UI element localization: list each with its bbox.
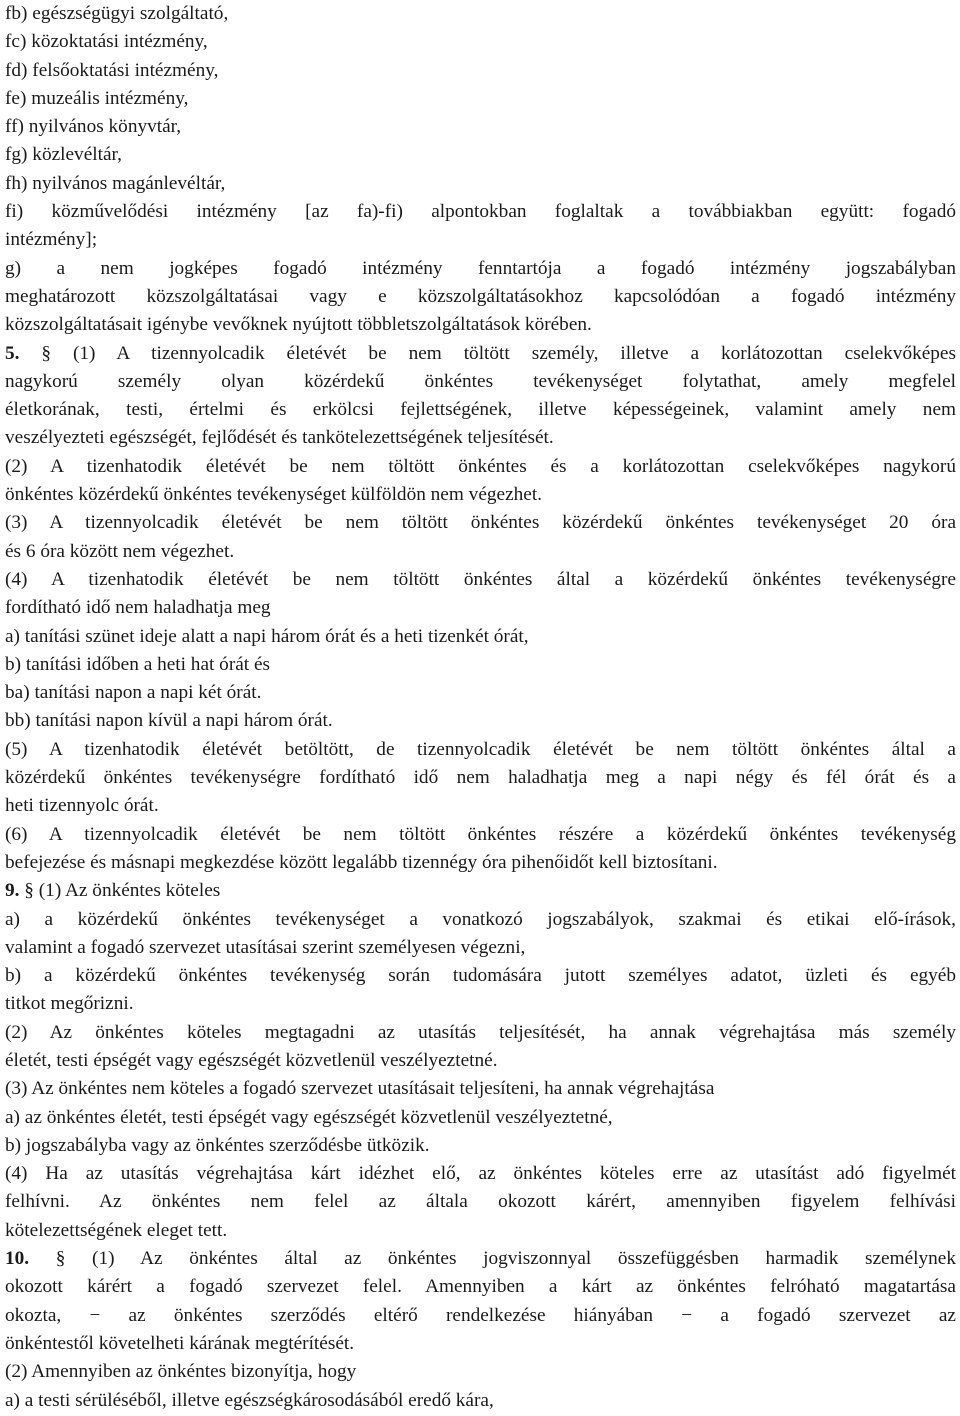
line-text: kötelezettségének eleget tett.: [5, 1219, 228, 1241]
line-text: fi) közművelődési intézmény [az fa)-fi) alpontokban foglaltak a továbbiakban együtt: fogadó: [5, 201, 956, 223]
text-line: [5, 1217, 956, 1245]
line-text: a) a testi sérüléséből, illetve egészségkárosodásából eredő kára,: [5, 1389, 494, 1411]
text-line: [5, 566, 956, 594]
text-line: [5, 736, 956, 764]
text-line: [5, 594, 956, 622]
text-line: [5, 113, 956, 141]
line-text: titkot megőrizni.: [5, 993, 134, 1015]
line-text: önkéntestől követelheti kárának megtérítését.: [5, 1332, 355, 1354]
text-line: [5, 311, 956, 339]
section-number: 10.: [5, 1248, 30, 1270]
line-text: (3) Az önkéntes nem köteles a fogadó szervezet utasításait teljesíteni, ha annak végrehajtása: [5, 1078, 715, 1100]
text-line: [5, 170, 956, 198]
line-text: a) tanítási szünet ideje alatt a napi három órát és a heti tizenkét órát,: [5, 625, 529, 647]
text-line: [5, 1245, 956, 1273]
text-line: [5, 1358, 956, 1386]
line-text: okozott kárért a fogadó szervezet felel. Amennyiben a kárt az önkéntes felróható magatartása: [5, 1276, 956, 1298]
line-text: befejezése és másnapi megkezdése között legalább tizennégy óra pihenőidőt kell biztosítani.: [5, 851, 718, 873]
line-text: fordítható idő nem haladhatja meg: [5, 597, 271, 619]
line-text: ff) nyilvános könyvtár,: [5, 116, 182, 138]
line-text: g) a nem jogképes fogadó intézmény fenntartója a fogadó intézmény jogszabályban: [5, 257, 956, 279]
line-text: a) a közérdekű önkéntes tevékenységet a vonatkozó jogszabályok, szakmai és etikai elő-írások,: [5, 908, 956, 930]
line-text: fd) felsőoktatási intézmény,: [5, 59, 219, 81]
line-text: közérdekű önkéntes tevékenységre fordítható idő nem haladhatja meg a napi négy és fél órát és a: [5, 767, 956, 789]
line-text: közszolgáltatásait igénybe vevőknek nyújtott többletszolgáltatások körében.: [5, 314, 592, 336]
line-text: valamint a fogadó szervezet utasításai szerint személyesen végezni,: [5, 936, 526, 958]
line-text: b) jogszabályba vagy az önkéntes szerződésbe ütközik.: [5, 1134, 430, 1156]
line-text: (5) A tizenhatodik életévét betöltött, de tizennyolcadik életévét be nem töltött önkéntes által a: [5, 738, 956, 760]
text-line: [5, 340, 956, 368]
line-text: (2) Az önkéntes köteles megtagadni az utasítás teljesítését, ha annak végrehajtása más személy: [5, 1021, 956, 1043]
text-line: [5, 1273, 956, 1301]
line-text: fc) közoktatási intézmény,: [5, 31, 208, 53]
section-number: 5.: [5, 342, 20, 364]
text-line: [5, 906, 956, 934]
text-line: [5, 1188, 956, 1216]
line-text: fh) nyilvános magánlevéltár,: [5, 172, 226, 194]
text-line: [5, 1132, 956, 1160]
text-line: [5, 764, 956, 792]
line-text: (2) A tizenhatodik életévét be nem töltött önkéntes és a korlátozottan cselekvőképes nagykorú: [5, 455, 956, 477]
text-line: [5, 226, 956, 254]
line-text: intézmény];: [5, 229, 98, 251]
text-line: [5, 1075, 956, 1103]
text-line: [5, 255, 956, 283]
text-line: [5, 396, 956, 424]
line-text: meghatározott közszolgáltatásai vagy e közszolgáltatásokhoz kapcsolódóan a fogadó intézmény: [5, 285, 956, 307]
line-text: ba) tanítási napon a napi két órát.: [5, 682, 262, 704]
text-line: [5, 1047, 956, 1075]
line-text: b) tanítási időben a heti hat órát és: [5, 653, 271, 675]
text-line: [5, 453, 956, 481]
text-line: [5, 0, 956, 28]
line-text: nagykorú személy olyan közérdekű önkéntes tevékenységet folytathat, amely megfelel: [5, 370, 956, 392]
section-sign: §: [24, 880, 34, 902]
text-line: [5, 821, 956, 849]
text-line: [5, 651, 956, 679]
text-line: [5, 28, 956, 56]
line-text: heti tizennyolc órát.: [5, 795, 159, 817]
section-number: 9.: [5, 880, 20, 902]
text-line: [5, 877, 956, 905]
line-text: és 6 óra között nem végezhet.: [5, 540, 235, 562]
text-line: [5, 283, 956, 311]
text-line: [5, 623, 956, 651]
line-text: felhívni. Az önkéntes nem felel az általa okozott kárért, amennyiben figyelem felhívási: [5, 1191, 956, 1213]
line-text: önkéntes közérdekű önkéntes tevékenységet külföldön nem végezhet.: [5, 484, 543, 506]
line-text: (3) A tizennyolcadik életévét be nem töltött önkéntes közérdekű önkéntes tevékenységet 20 óra: [5, 512, 956, 534]
text-line: [5, 141, 956, 169]
section-sign: §: [41, 342, 52, 364]
line-text: (1) A tizennyolcadik életévét be nem töltött személy, illetve a korlátozottan cselekvőképes: [72, 342, 956, 364]
text-line: [5, 424, 956, 452]
line-text: fg) közlevéltár,: [5, 144, 122, 166]
line-text: a) az önkéntes életét, testi épségét vagy egészségét közvetlenül veszélyeztetné,: [5, 1106, 613, 1128]
text-line: [5, 849, 956, 877]
text-line: [5, 1330, 956, 1358]
section-sign: §: [55, 1248, 66, 1270]
text-line: [5, 368, 956, 396]
text-line: [5, 1160, 956, 1188]
text-line: [5, 509, 956, 537]
text-line: [5, 792, 956, 820]
text-line: [5, 1104, 956, 1132]
line-text: (4) A tizenhatodik életévét be nem töltött önkéntes által a közérdekű önkéntes tevékenységre: [5, 568, 956, 590]
line-text: bb) tanítási napon kívül a napi három órát.: [5, 710, 333, 732]
text-line: [5, 962, 956, 990]
line-text: (2) Amennyiben az önkéntes bizonyítja, hogy: [5, 1361, 357, 1383]
line-text: b) a közérdekű önkéntes tevékenység során tudomására jutott személyes adatot, üzleti és egyéb: [5, 965, 956, 987]
line-text: okozta, − az önkéntes szerződés eltérő rendelkezése hiányában − a fogadó szervezet az: [5, 1304, 956, 1326]
line-text: (1) Az önkéntes által az önkéntes jogviszonnyal összefüggésben harmadik személynek: [92, 1248, 956, 1270]
text-line: [5, 934, 956, 962]
line-text: életkorának, testi, értelmi és erkölcsi fejlettségének, illetve képességeinek, valamint amely nem: [5, 399, 956, 421]
text-line: [5, 538, 956, 566]
text-line: [5, 1387, 956, 1415]
line-text: veszélyezteti egészségét, fejlődését és tankötelezettségének teljesítését.: [5, 427, 554, 449]
text-line: [5, 679, 956, 707]
text-line: [5, 85, 956, 113]
line-text: fb) egészségügyi szolgáltató,: [5, 3, 229, 24]
text-line: [5, 707, 956, 735]
text-line: [5, 481, 956, 509]
text-line: [5, 1302, 956, 1330]
line-text: fe) muzeális intézmény,: [5, 87, 189, 109]
text-line: [5, 57, 956, 85]
line-text: (1) Az önkéntes köteles: [38, 880, 221, 902]
text-line: [5, 198, 956, 226]
text-line: [5, 1019, 956, 1047]
line-text: életét, testi épségét vagy egészségét közvetlenül veszélyeztetné.: [5, 1049, 498, 1071]
text-line: [5, 990, 956, 1018]
line-text: (4) Ha az utasítás végrehajtása kárt idézhet elő, az önkéntes köteles erre az utasítást adó figyelmét: [5, 1163, 956, 1185]
line-text: (6) A tizennyolcadik életévét be nem töltött önkéntes részére a közérdekű önkéntes tevékenység: [5, 823, 956, 845]
